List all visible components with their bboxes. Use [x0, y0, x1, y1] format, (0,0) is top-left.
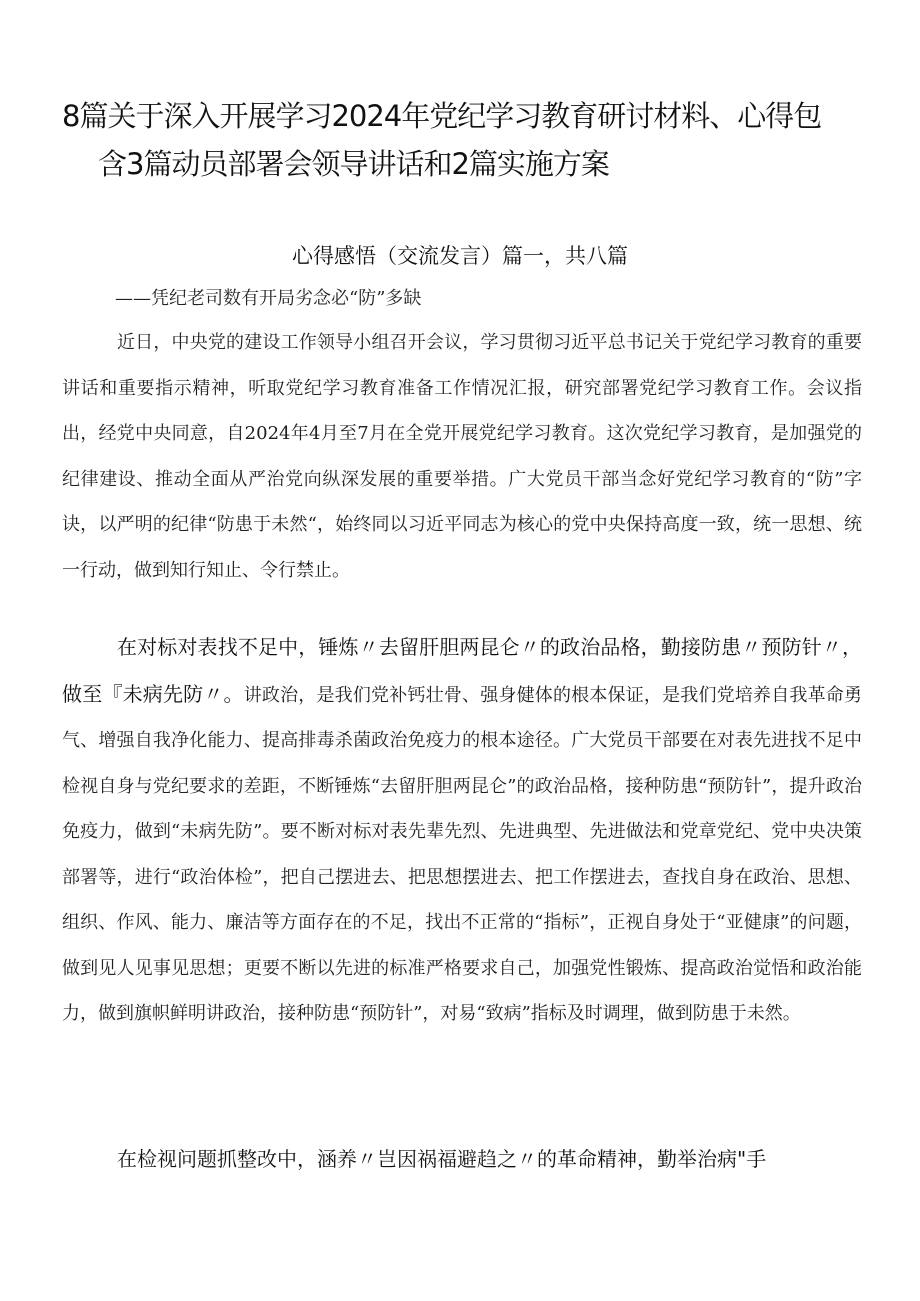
paragraph-3 — [62, 1137, 862, 1184]
paragraph-2-lead: 在对标对表找不足中，锤炼〃去留肝胆两昆仑〃的政治品格，勤接防患〃预防针〃，做至『未病先防〃。 — [62, 635, 862, 706]
paragraph-1-text: 近日，中央党的建设工作领导小组召开会议，学习贯彻习近平总书记关于党纪学习教育的重要讲话和重要指示精神，听取党纪学习教育准备工作情况汇报，研究部署党纪学习教育工作。会议指出，经党中央同意，自2024年4月至7月在全党开展党纪学习教育。这次党纪学习教育，是加强党的纪律建设、推动全面从严治党向纵深发展的重要举措。广大党员干部当念好党纪学习教育的“防”字诀，以严明的纪律“防患于未然“，始终同以习近平同志为核心的党中央保持高度一致，统一思想、统一行动，做到知行知止、令行禁止。 — [62, 332, 862, 581]
paragraph-3-lead: 在检视问题抓整改中，涵养〃岂因祸福避趋之〃的革命精神，勤举治病"手 — [117, 1147, 767, 1171]
paragraph-2 — [62, 625, 862, 1037]
document-title — [62, 92, 872, 188]
section-heading: 心得感悟（交流发言）篇一，共八篇 — [292, 244, 628, 268]
paragraph-2-text: 讲政治，是我们党补钙壮骨、强身健体的根本保证，是我们党培养自我革命勇气、增强自我净化能力、提高排毒杀菌政治免疫力的根本途径。广大党员干部要在对表先进找不足中检视自身与党纪要求的差距，不断锤炼“去留肝胆两昆仑”的政治品格，接种防患“预防针”，提升政治免疫力，做到“未病先防”。要不断对标对表先辈先烈、先进典型、先进做法和党章党纪、党中央决策部署等，进行“政治体检”，把自己摆进去、把思想摆进去、把工作摆进去，查找自身在政治、思想、组织、作风、能力、廉洁等方面存在的不足，找出不正常的“指标”，正视自身处于“亚健康”的问题，做到见人见事见思想；更要不断以先进的标准严格要求自己，加强党性锻炼、提高政治觉悟和政治能力，做到旗帜鲜明讲政治，接种防患“预防针”，对易“致病”指标及时调理，做到防患于未然。 — [62, 684, 863, 1024]
section-subtitle: ——凭纪老司数有开局劣念必“防”多缺 — [115, 288, 422, 309]
document-title-line-2: 含3篇动员部署会领导讲话和2篇实施方案 — [98, 147, 609, 181]
document-title-line-1: 8篇关于深入开展学习2024年党纪学习教育研讨材料、心得包 — [62, 99, 822, 133]
paragraph-1 — [62, 320, 862, 593]
